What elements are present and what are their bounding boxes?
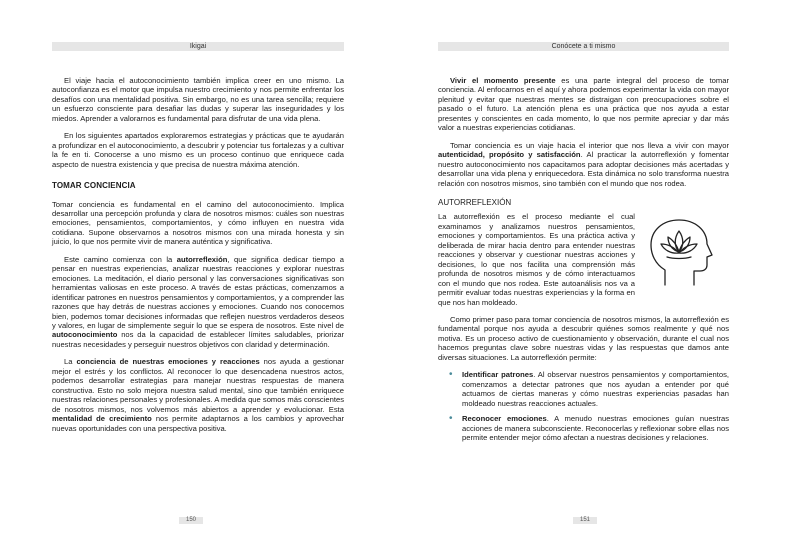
- running-header: Ikigai: [52, 42, 344, 51]
- page-number: 150: [179, 517, 203, 524]
- page-number: 151: [573, 517, 597, 524]
- paragraph: La autorreflexión es el proceso mediante el cual examinamos y analizamos nuestros pensamientos, emociones y comportamientos. Es una práctica activa y deliberada de mirar hacia dentro para entender nuestras reacciones y observar y cuestionar nuestras acciones y decisiones, lo que nos facilita una comprensión más profunda de nosotros mismos y de cómo interactuamos con el mundo que nos rodea. Este autoanálisis nos va a permitir evaluar todas nuestras experiencias y la forma en que nos han moldeado.: [438, 212, 635, 307]
- paragraph: Este camino comienza con la autorreflexión, que significa dedicar tiempo a pensar en nuestras experiencias, analizar nuestras reacciones y explorar nuestras emociones. La meditación, el diario personal y las conversaciones significativas son herramientas valiosas en este proceso. A través de estas prácticas, comenzamos a identificar patrones en nuestros pensamientos y comportamientos, y a comprender las razones que hay detrás de nuestras acciones y emociones. Cuando nos conocemos bien, podemos tomar decisiones informadas que reflejen nuestros verdaderos deseos y valores, en lugar de simplemente seguir lo que se espera de nosotros. Este nivel de autoconocimiento nos da la capacidad de establecer límites saludables, priorizar nuestras necesidades y perseguir nuestros objetivos con claridad y determinación.: [52, 254, 344, 349]
- paragraph: La conciencia de nuestras emociones y reacciones nos ayuda a gestionar mejor el estrés y los conflictos. Al reconocer lo que desencadena nuestros actos, podemos desarrollar estrategias para manejar nuestras respuestas de manera constructiva. Esto no solo mejora nuestra salud mental, sino que también enriquece nuestras relaciones personales y profesionales. A medida que somos más conscientes de nosotros mismos, nos volvemos más abiertos a aprender y evolucionar. Esta mentalidad de crecimiento nos permite adaptarnos a los cambios y aprovechar nuevas oportunidades con una perspectiva positiva.: [52, 357, 344, 433]
- list-item: • Identificar patrones. Al observar nuestros pensamientos y comportamientos, comenzamos a detectar patrones que nos ayudan a entender por qué actuamos de ciertas maneras y cómo nuestras experiencias pasadas han moldeado nuestras reacciones actuales.: [462, 370, 729, 408]
- paragraph: Como primer paso para tomar conciencia de nosotros mismos, la autorreflexión es fundamental porque nos ayuda a descubrir quiénes somos realmente y qué nos motiva. Es un proceso activo de cuestionamiento y observación, durante el cual nos hacemos preguntas clave sobre nuestras vidas y las respuestas que damos ante diversas situaciones. La autorreflexión permite:: [438, 314, 729, 362]
- paragraph: Tomar conciencia es fundamental en el camino del autoconocimiento. Implica desarrollar una percepción profunda y clara de nosotros mismos: cuáles son nuestras emociones, pensamientos, comportamientos, y cómo influyen en nuestra vida cotidiana. Supone observarnos a nosotros mismos con una mirada honesta y sin juicio, lo que nos permite vivir de manera auténtica y significativa.: [52, 199, 344, 247]
- running-header: Conócete a ti mismo: [438, 42, 729, 51]
- paragraph: Tomar conciencia es un viaje hacia el interior que nos lleva a vivir con mayor autenticidad, propósito y satisfacción. Al practicar la autorreflexión y fomentar nuestro autoconocimiento nos capacitamos para adoptar decisiones más acertadas y desarrollar una vida plena y enriquecedora. Esta dinámica no solo transforma nuestra relación con nosotros mismos, sino también con el mundo que nos rodea.: [438, 140, 729, 188]
- bullet-list: [438, 370, 729, 442]
- paragraph: Vivir el momento presente es una parte integral del proceso de tomar conciencia. Al enfocarnos en el aquí y ahora podemos experimentar la vida con mayor plenitud y evitar que nuestras mentes se distraigan con preocupaciones sobre el pasado o el futuro. La atención plena es una práctica que nos ayuda a estar presentes y conscientes en cada momento, lo que nos permite apreciar y dar más valor a nuestras experiencias cotidianas.: [438, 76, 729, 133]
- left-page: [0, 0, 392, 557]
- head-lotus-icon: [641, 212, 729, 288]
- left-page-body: [52, 76, 344, 441]
- paragraph: El viaje hacia el autoconocimiento también implica creer en uno mismo. La autoconfianza es el motor que impulsa nuestro crecimiento y nos permite enfrentar los desafíos con una mentalidad positiva. Sin embargo, no es una tarea sencilla; requiere un esfuerzo consciente para desafiar las dudas y superar las inseguridades y los miedos. Aprender a valorarnos es fundamental para disfrutar de una vida plena.: [52, 76, 344, 123]
- section-heading: TOMAR CONCIENCIA: [52, 181, 136, 191]
- list-item: • Reconocer emociones. A menudo nuestras emociones guían nuestras acciones de manera subconsciente. Reconocerlas y reflexionar sobre ellas nos permite entender mejor cómo afectan a nuestras decisiones y relaciones.: [462, 414, 729, 442]
- paragraph: En los siguientes apartados exploraremos estrategias y prácticas que te ayudarán a profundizar en el autoconocimiento, a descubrir y potenciar tus fortalezas y a cultivar la fe en ti. Conocerse a uno mismo es un proceso continuo que enriquece cada aspecto de nuestra existencia y que precisa de nuestra máxima atención.: [52, 131, 344, 169]
- subsection-heading: AUTORREFLEXIÓN: [438, 197, 512, 207]
- right-page-body: [438, 76, 729, 448]
- right-page: [393, 0, 785, 557]
